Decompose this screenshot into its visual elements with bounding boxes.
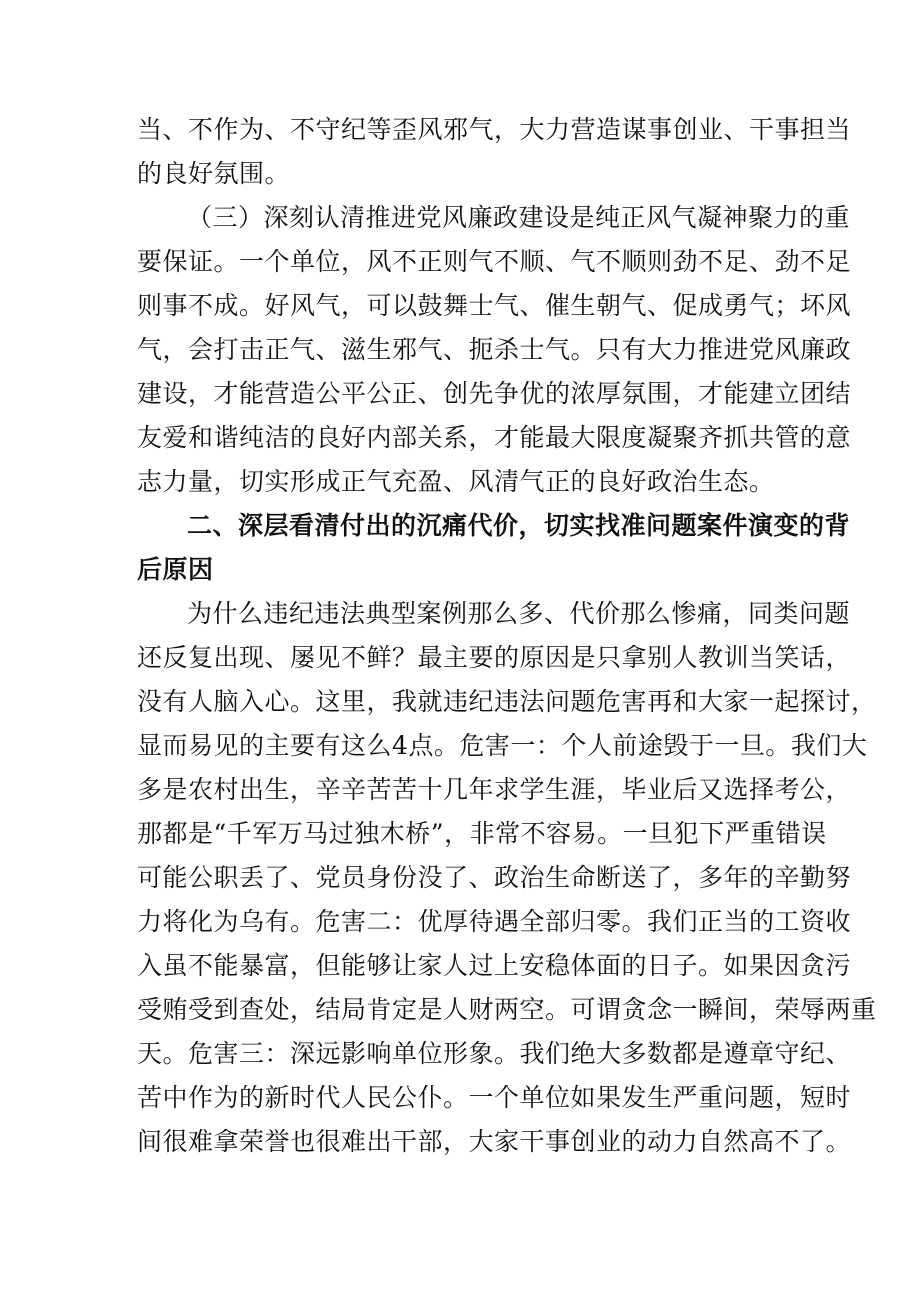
text-line: 志力量，切实形成正气充盈、风清气正的良好政治生态。 [137, 467, 775, 496]
section-two-heading [137, 504, 851, 592]
continuation-paragraph [137, 108, 852, 196]
text-line: 那都是“千军万马过独木桥”，非常不容易。一旦犯下严重错误 [137, 819, 827, 848]
text-line: 建设，才能营造公平公正、创先争优的浓厚氛围，才能建立团结 [137, 379, 852, 408]
text-line: 的良好氛围。 [137, 159, 291, 188]
text-line: 多是农村出生，辛辛苦苦十几年求学生涯，毕业后又选择考公， [137, 775, 852, 804]
section-two-body [137, 592, 877, 1164]
text-line: 苦中作为的新时代人民公仆。一个单位如果发生严重问题，短时 [137, 1083, 852, 1112]
text-line: 为什么违纪违法典型案例那么多、代价那么惨痛，同类问题 [187, 599, 851, 628]
text-line: 气，会打击正气、滋生邪气、扼杀士气。只有大力推进党风廉政 [137, 335, 852, 364]
text-line: 要保证。一个单位，风不正则气不顺、气不顺则劲不足、劲不足 [137, 247, 852, 276]
text-line: 力将化为乌有。危害二：优厚待遇全部归零。我们正当的工资收 [137, 907, 852, 936]
text-line: 则事不成。好风气，可以鼓舞士气、催生朝气、促成勇气；坏风 [137, 291, 852, 320]
text-line: 还反复出现、屡见不鲜？最主要的原因是只拿别人教训当笑话， [137, 643, 852, 672]
text-line: 可能公职丢了、党员身份没了、政治生命断送了，多年的辛勤努 [137, 863, 852, 892]
text-line: 受贿受到查处，结局肯定是人财两空。可谓贪念一瞬间，荣辱两重 [137, 995, 877, 1024]
text-line: 当、不作为、不守纪等歪风邪气，大力营造谋事创业、干事担当 [137, 115, 852, 144]
heading-line: 后原因 [137, 555, 214, 584]
text-line: 间很难拿荣誉也很难出干部，大家干事创业的动力自然高不了。 [137, 1127, 852, 1156]
text-line: 友爱和谐纯洁的良好内部关系，才能最大限度凝聚齐抓共管的意 [137, 423, 852, 452]
text-line: 显而易见的主要有这么4点。危害一：个人前途毁于一旦。我们大 [137, 731, 868, 760]
text-line: 入虽不能暴富，但能够让家人过上安稳体面的日子。如果因贪污 [137, 951, 852, 980]
text-line: 没有人脑入心。这里，我就违纪违法问题危害再和大家一起探讨， [137, 687, 877, 716]
text-line: 天。危害三：深远影响单位形象。我们绝大多数都是遵章守纪、 [137, 1039, 852, 1068]
text-line: （三）深刻认清推进党风廉政建设是纯正风气凝神聚力的重 [187, 203, 851, 232]
heading-line: 二、深层看清付出的沉痛代价，切实找准问题案件演变的背 [187, 511, 851, 540]
section-three-paragraph [137, 196, 852, 504]
